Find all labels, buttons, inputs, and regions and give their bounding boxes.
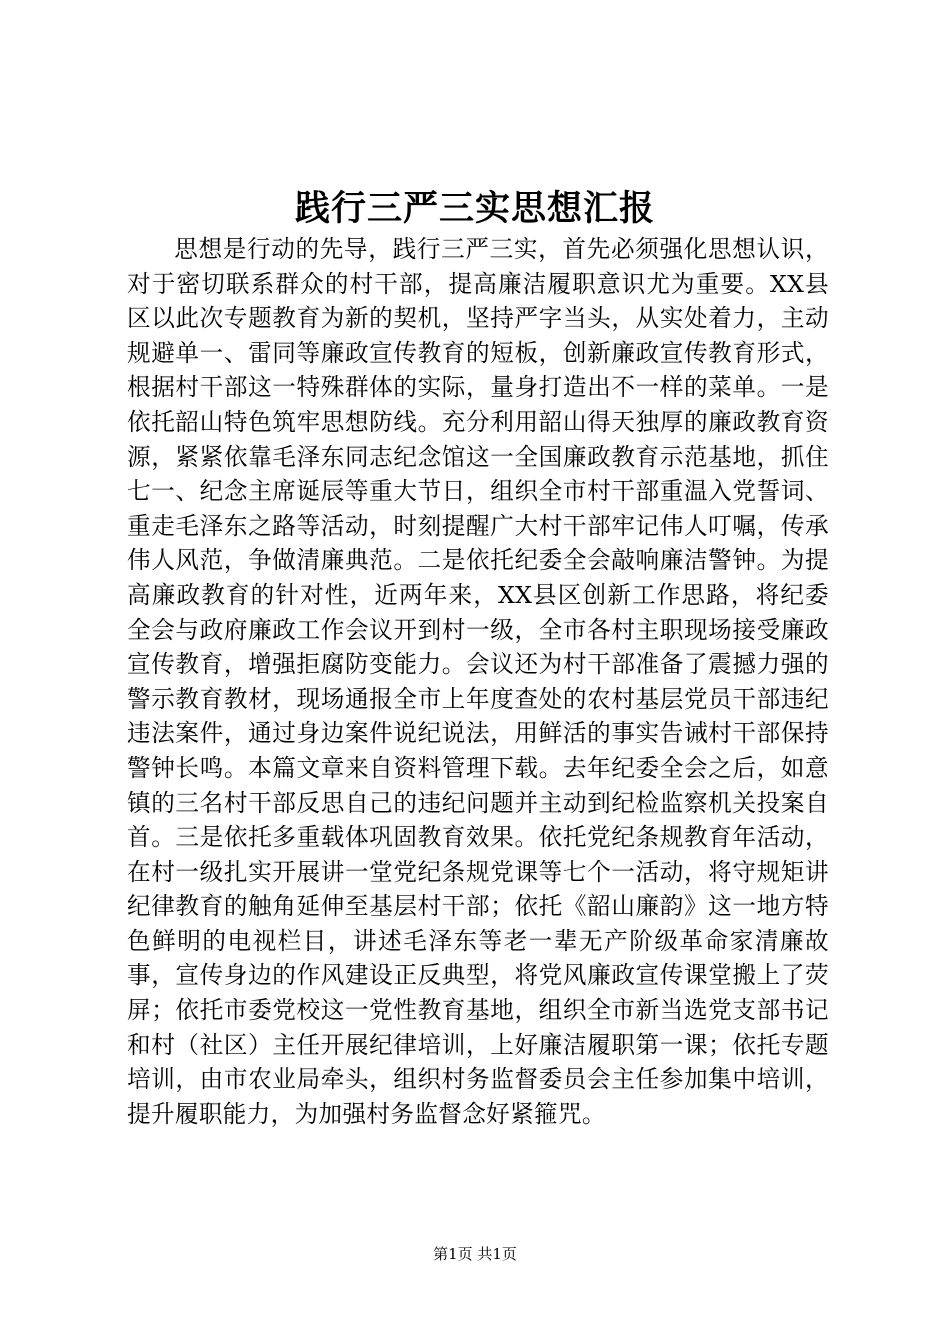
- page-number-footer: 第1页 共1页: [433, 1245, 517, 1263]
- body-paragraph: 思想是行动的先导，践行三严三实，首先必须强化思想认识，对于密切联系群众的村干部，提高廉洁履职意识尤为重要。XX县区以此次专题教育为新的契机，坚持严字当头，从实处着力，主动规避单一、雷同等廉政宣传教育的短板，创新廉政宣传教育形式，根据村干部这一特殊群体的实际，量身打造出不一样的菜单。一是依托韶山特色筑牢思想防线。充分利用韶山得天独厚的廉政教育资源，紧紧依靠毛泽东同志纪念馆这一全国廉政教育示范基地，抓住七一、纪念主席诞辰等重大节日，组织全市村干部重温入党誓词、重走毛泽东之路等活动，时刻提醒广大村干部牢记伟人叮嘱，传承伟人风范，争做清廉典范。二是依托纪委全会敲响廉洁警钟。为提高廉政教育的针对性，近两年来，XX县区创新工作思路，将纪委全会与政府廉政工作会议开到村一级，全市各村主职现场接受廉政宣传教育，增强拒腐防变能力。会议还为村干部准备了震撼力强的警示教育教材，现场通报全市上年度查处的农村基层党员干部违纪违法案件，通过身边案件说纪说法，用鲜活的事实告诫村干部保持警钟长鸣。本篇文章来自资料管理下载。去年纪委全会之后，如意镇的三名村干部反思自己的违纪问题并主动到纪检监察机关投案自首。三是依托多重载体巩固教育效果。依托党纪条规教育年活动，在村一级扎实开展讲一堂党纪条规党课等七个一活动，将守规矩讲纪律教育的触角延伸至基层村干部；依托《韶山廉韵》这一地方特色鲜明的电视栏目，讲述毛泽东等老一辈无产阶级革命家清廉故事，宣传身边的作风建设正反典型，将党风廉政宣传课堂搬上了荧屏；依托市委党校这一党性教育基地，组织全市新当选党支部书记和村（社区）主任开展纪律培训，上好廉洁履职第一课；依托专题培训，由市农业局牵头，组织村务监督委员会主任参加集中培训，提升履职能力，为加强村务监督念好紧箍咒。: [127, 235, 829, 1128]
- document-title: 践行三严三实思想汇报: [294, 188, 655, 229]
